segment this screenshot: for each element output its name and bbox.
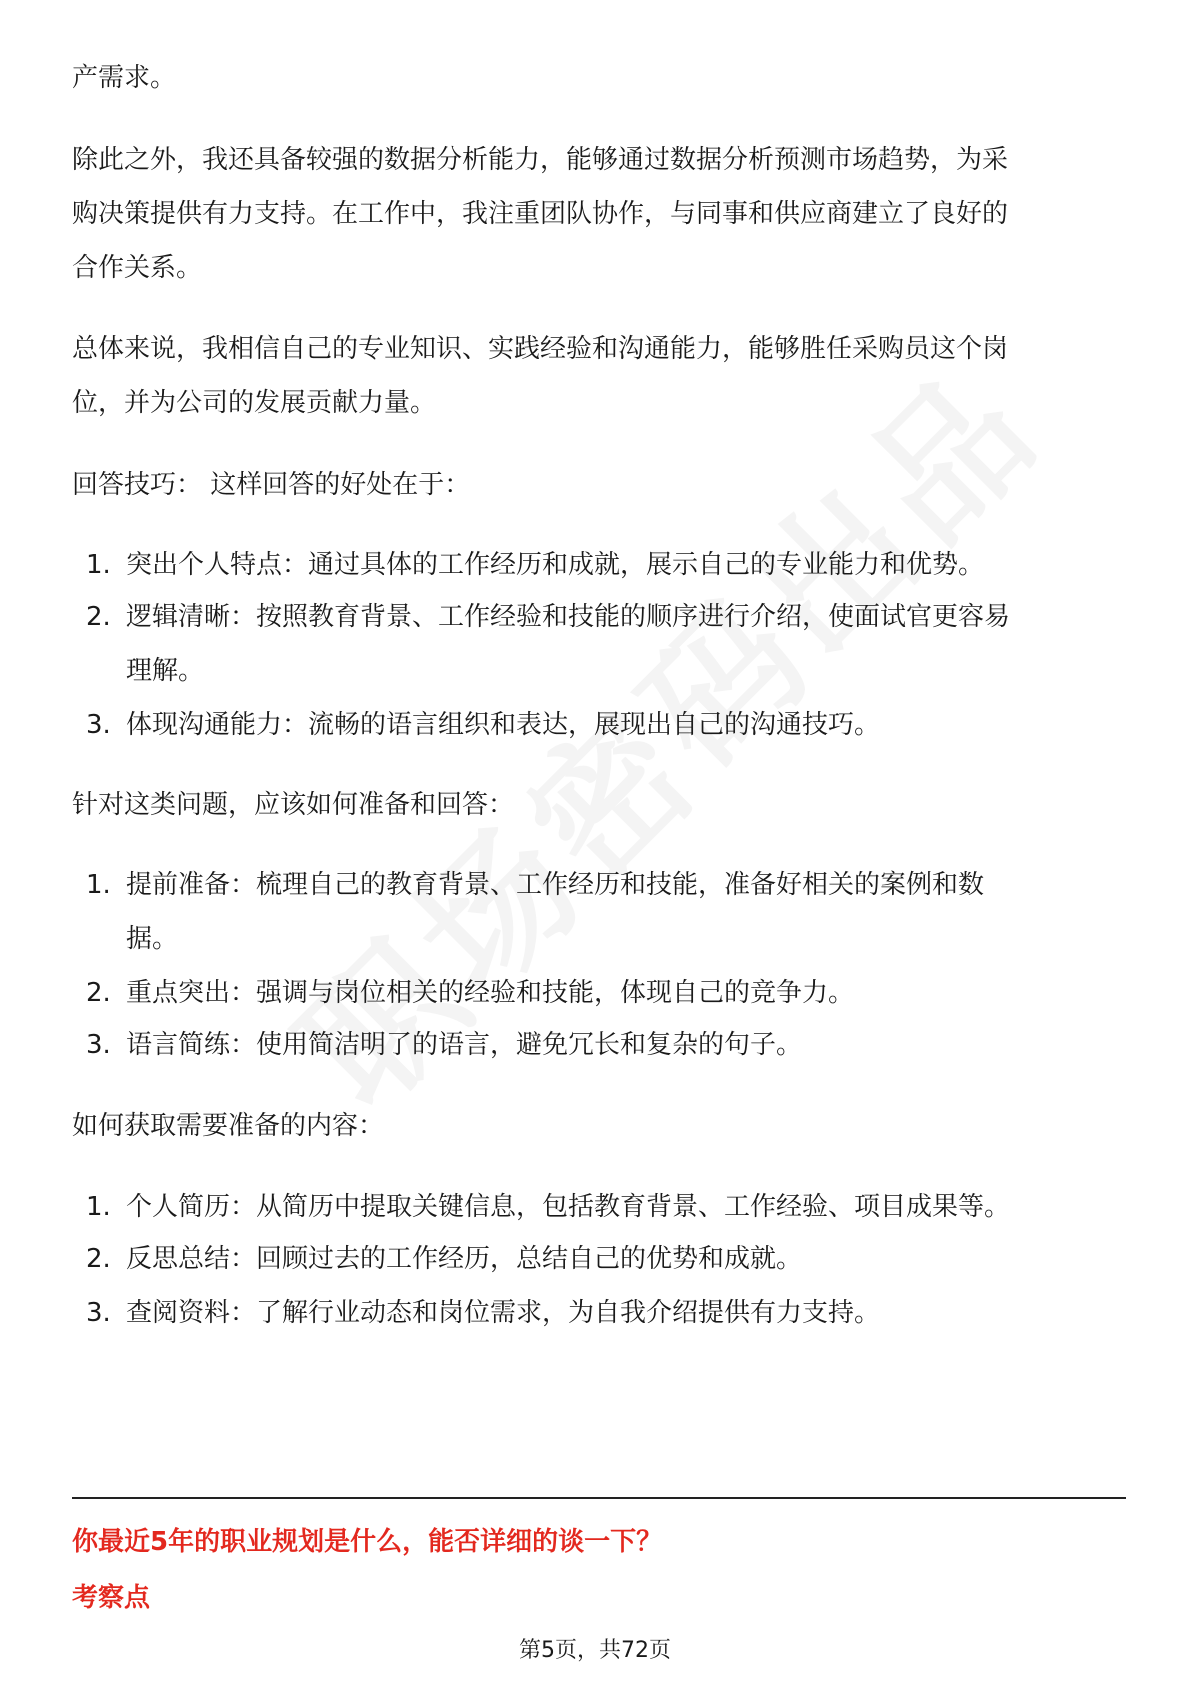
list-text: 查阅资料：了解行业动态和岗位需求，为自我介绍提供有力支持。 — [126, 1298, 881, 1328]
question-heading: 你最近5年的职业规划是什么，能否详细的谈一下？ — [72, 1527, 663, 1557]
list-number: 2. — [86, 602, 111, 632]
prepare-heading: 针对这类问题，应该如何准备和回答： — [72, 790, 515, 820]
divider — [72, 1497, 1126, 1499]
list-text: 反思总结：回顾过去的工作经历，总结自己的优势和成就。 — [126, 1244, 803, 1274]
list-number: 3. — [86, 1030, 111, 1060]
tips-heading: 回答技巧： 这样回答的好处在于： — [72, 470, 471, 500]
list-number: 1. — [86, 550, 111, 580]
list-number: 2. — [86, 978, 111, 1008]
list-text: 个人简历：从简历中提取关键信息，包括教育背景、工作经验、项目成果等。 — [126, 1192, 1011, 1222]
list-text: 逻辑清晰：按照教育背景、工作经验和技能的顺序进行介绍，使面试官更容易 — [126, 602, 1011, 632]
paragraph-line: 产需求。 — [72, 63, 177, 93]
list-text: 提前准备：梳理自己的教育背景、工作经历和技能，准备好相关的案例和数 — [126, 870, 985, 900]
list-number: 1. — [86, 1192, 111, 1222]
list-text: 突出个人特点：通过具体的工作经历和成就，展示自己的专业能力和优势。 — [126, 550, 985, 580]
list-text: 据。 — [126, 924, 179, 954]
list-number: 1. — [86, 870, 111, 900]
obtain-heading: 如何获取需要准备的内容： — [72, 1111, 385, 1141]
paragraph-line: 总体来说，我相信自己的专业知识、实践经验和沟通能力，能够胜任采购员这个岗 — [72, 334, 1009, 364]
page-footer: 第5页，共72页 — [519, 1638, 671, 1663]
paragraph-line: 合作关系。 — [72, 253, 203, 283]
list-text: 重点突出：强调与岗位相关的经验和技能，体现自己的竞争力。 — [126, 978, 855, 1008]
section-label: 考察点 — [72, 1583, 151, 1613]
list-number: 2. — [86, 1244, 111, 1274]
list-text: 语言简练：使用简洁明了的语言，避免冗长和复杂的句子。 — [126, 1030, 803, 1060]
list-number: 3. — [86, 710, 111, 740]
paragraph-line: 除此之外，我还具备较强的数据分析能力，能够通过数据分析预测市场趋势，为采 — [72, 145, 1009, 175]
list-text: 理解。 — [126, 656, 205, 686]
paragraph-line: 购决策提供有力支持。在工作中，我注重团队协作，与同事和供应商建立了良好的 — [72, 199, 1009, 229]
paragraph-line: 位，并为公司的发展贡献力量。 — [72, 388, 437, 418]
list-text: 体现沟通能力：流畅的语言组织和表达，展现出自己的沟通技巧。 — [126, 710, 881, 740]
list-number: 3. — [86, 1298, 111, 1328]
